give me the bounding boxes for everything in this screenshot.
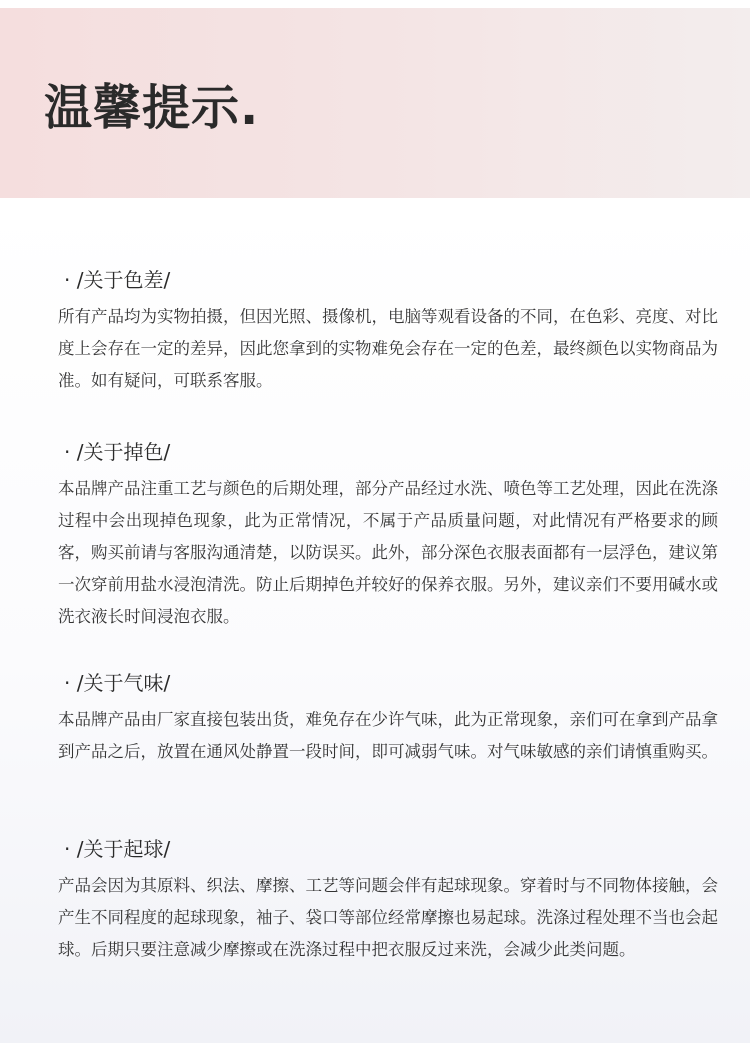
header-banner — [0, 8, 750, 198]
section-body: 产品会因为其原料、织法、摩擦、工艺等问题会伴有起球现象。穿着时与不同物体接触，会产生不同程度的起球现象，袖子、袋口等部位经常摩擦也易起球。洗涤过程处理不当也会起球。后期只要注意减少摩擦或在洗涤过程中把衣服反过来洗，会减少此类问题。 — [58, 876, 718, 959]
section-heading: · /关于气味/ — [64, 671, 171, 695]
section-heading: · /关于掉色/ — [64, 440, 171, 464]
page-title: 温馨提示. — [44, 80, 260, 136]
section-heading: · /关于色差/ — [64, 268, 171, 292]
section-heading: · /关于起球/ — [64, 837, 171, 861]
section-pilling — [58, 834, 718, 966]
section-color-fading — [58, 437, 718, 633]
section-color-difference — [58, 265, 718, 397]
section-body: 本品牌产品注重工艺与颜色的后期处理，部分产品经过水洗、喷色等工艺处理，因此在洗涤过程中会出现掉色现象，此为正常情况，不属于产品质量问题，对此情况有严格要求的顾客，购买前请与客服沟通清楚，以防误买。此外，部分深色衣服表面都有一层浮色，建议第一次穿前用盐水浸泡清洗。防止后期掉色并较好的保养衣服。另外，建议亲们不要用碱水或洗衣液长时间浸泡衣服。 — [58, 479, 718, 626]
section-body: 本品牌产品由厂家直接包装出货，难免存在少许气味，此为正常现象，亲们可在拿到产品拿到产品之后，放置在通风处静置一段时间，即可减弱气味。对气味敏感的亲们请慎重购买。 — [58, 710, 718, 761]
section-odor — [58, 668, 718, 768]
section-body: 所有产品均为实物拍摄，但因光照、摄像机，电脑等观看设备的不同，在色彩、亮度、对比度上会存在一定的差异，因此您拿到的实物难免会存在一定的色差，最终颜色以实物商品为准。如有疑问，可联系客服。 — [58, 307, 718, 390]
